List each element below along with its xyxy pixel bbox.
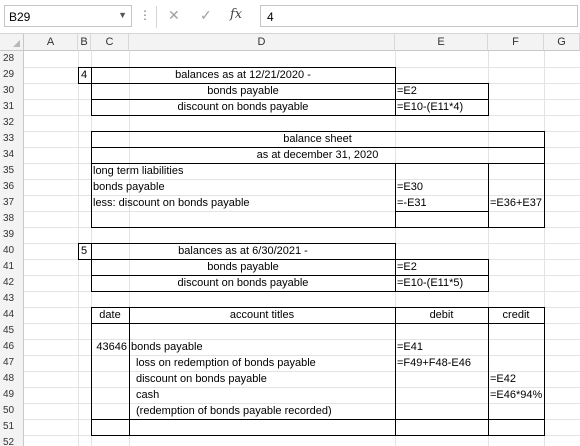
cell-c44[interactable]: date (99, 309, 121, 321)
cell-b29[interactable]: 4 (81, 69, 88, 81)
column-header-e[interactable]: E (395, 34, 488, 51)
column-header-b[interactable]: B (78, 34, 91, 51)
column-header-c[interactable]: C (91, 34, 129, 51)
cell-c35[interactable]: long term liabilities (93, 165, 184, 177)
row-header[interactable]: 28 (0, 51, 24, 68)
row-header[interactable]: 49 (0, 387, 24, 404)
formula-input-value: 4 (267, 10, 274, 24)
cell-e31[interactable]: =E10-(E11*4) (397, 101, 464, 113)
cell-d46[interactable]: bonds payable (131, 341, 203, 353)
row-header[interactable]: 52 (0, 435, 24, 446)
row-header[interactable]: 36 (0, 179, 24, 196)
insert-function-icon[interactable]: fx (230, 7, 243, 22)
check-icon[interactable]: ✓ (200, 7, 212, 23)
cell-c37[interactable]: less: discount on bonds payable (93, 197, 250, 209)
row-header[interactable]: 46 (0, 339, 24, 356)
formula-bar (0, 0, 580, 34)
row-header[interactable]: 45 (0, 323, 24, 340)
select-all-button[interactable] (0, 34, 24, 51)
row-header[interactable]: 31 (0, 99, 24, 116)
row-header[interactable]: 50 (0, 403, 24, 420)
cell-c46[interactable]: 43646 (96, 341, 127, 353)
cell-f48[interactable]: =E42 (490, 373, 516, 385)
select-all-icon (13, 40, 20, 47)
cell-d34[interactable]: as at december 31, 2020 (256, 149, 379, 161)
cell-d42[interactable]: discount on bonds payable (177, 277, 309, 289)
cell-b40[interactable]: 5 (81, 245, 88, 257)
cell-d33[interactable]: balance sheet (283, 133, 352, 145)
cell-e36[interactable]: =E30 (397, 181, 423, 193)
row-header[interactable]: 43 (0, 291, 24, 308)
row-header[interactable]: 41 (0, 259, 24, 276)
cell-d31[interactable]: discount on bonds payable (177, 101, 309, 113)
cell-e46[interactable]: =E41 (397, 341, 423, 353)
name-box-value: B29 (9, 10, 31, 24)
cell-e37[interactable]: =-E31 (397, 197, 427, 209)
name-box[interactable] (4, 5, 132, 27)
cell-d44[interactable]: account titles (229, 309, 295, 321)
row-header[interactable]: 47 (0, 355, 24, 372)
cell-d47[interactable]: loss on redemption of bonds payable (136, 357, 316, 369)
more-options-icon[interactable]: ⋮ (139, 8, 151, 22)
close-icon[interactable]: ✕ (168, 7, 180, 23)
cell-d29[interactable]: balances as at 12/21/2020 - (175, 69, 311, 81)
formula-input[interactable] (260, 5, 578, 27)
cell-d40[interactable]: balances as at 6/30/2021 - (178, 245, 308, 257)
row-header[interactable]: 44 (0, 307, 24, 324)
row-header[interactable]: 48 (0, 371, 24, 388)
row-header[interactable]: 42 (0, 275, 24, 292)
cell-e47[interactable]: =F49+F48-E46 (397, 357, 471, 369)
row-header[interactable]: 39 (0, 227, 24, 244)
row-header[interactable]: 29 (0, 67, 24, 84)
column-header-f[interactable]: F (488, 34, 544, 51)
column-header-d[interactable]: D (129, 34, 395, 51)
cell-e44[interactable]: debit (429, 309, 454, 321)
row-header[interactable]: 32 (0, 115, 24, 132)
cell-f49[interactable]: =E46*94% (490, 389, 543, 401)
column-header-a[interactable]: A (24, 34, 78, 51)
row-header[interactable]: 34 (0, 147, 24, 164)
row-header[interactable]: 40 (0, 243, 24, 260)
cell-f44[interactable]: credit (502, 309, 530, 321)
row-header[interactable]: 38 (0, 211, 24, 228)
row-header[interactable]: 37 (0, 195, 24, 212)
cell-d41[interactable]: bonds payable (207, 261, 279, 273)
chevron-down-icon[interactable]: ▼ (118, 10, 127, 20)
cell-e30[interactable]: =E2 (397, 85, 417, 97)
row-header[interactable]: 33 (0, 131, 24, 148)
cell-d48[interactable]: discount on bonds payable (136, 373, 267, 385)
row-header[interactable]: 30 (0, 83, 24, 100)
row-header[interactable]: 51 (0, 419, 24, 436)
formula-bar-divider (156, 6, 157, 28)
cell-c36[interactable]: bonds payable (93, 181, 165, 193)
cell-e41[interactable]: =E2 (397, 261, 417, 273)
cell-d49[interactable]: cash (136, 389, 160, 401)
cell-e42[interactable]: =E10-(E11*5) (397, 277, 464, 289)
cell-d30[interactable]: bonds payable (207, 85, 279, 97)
column-header-g[interactable]: G (544, 34, 580, 51)
cell-d50[interactable]: (redemption of bonds payable recorded) (136, 405, 332, 417)
cell-f37[interactable]: =E36+E37 (490, 197, 542, 209)
row-header[interactable]: 35 (0, 163, 24, 180)
